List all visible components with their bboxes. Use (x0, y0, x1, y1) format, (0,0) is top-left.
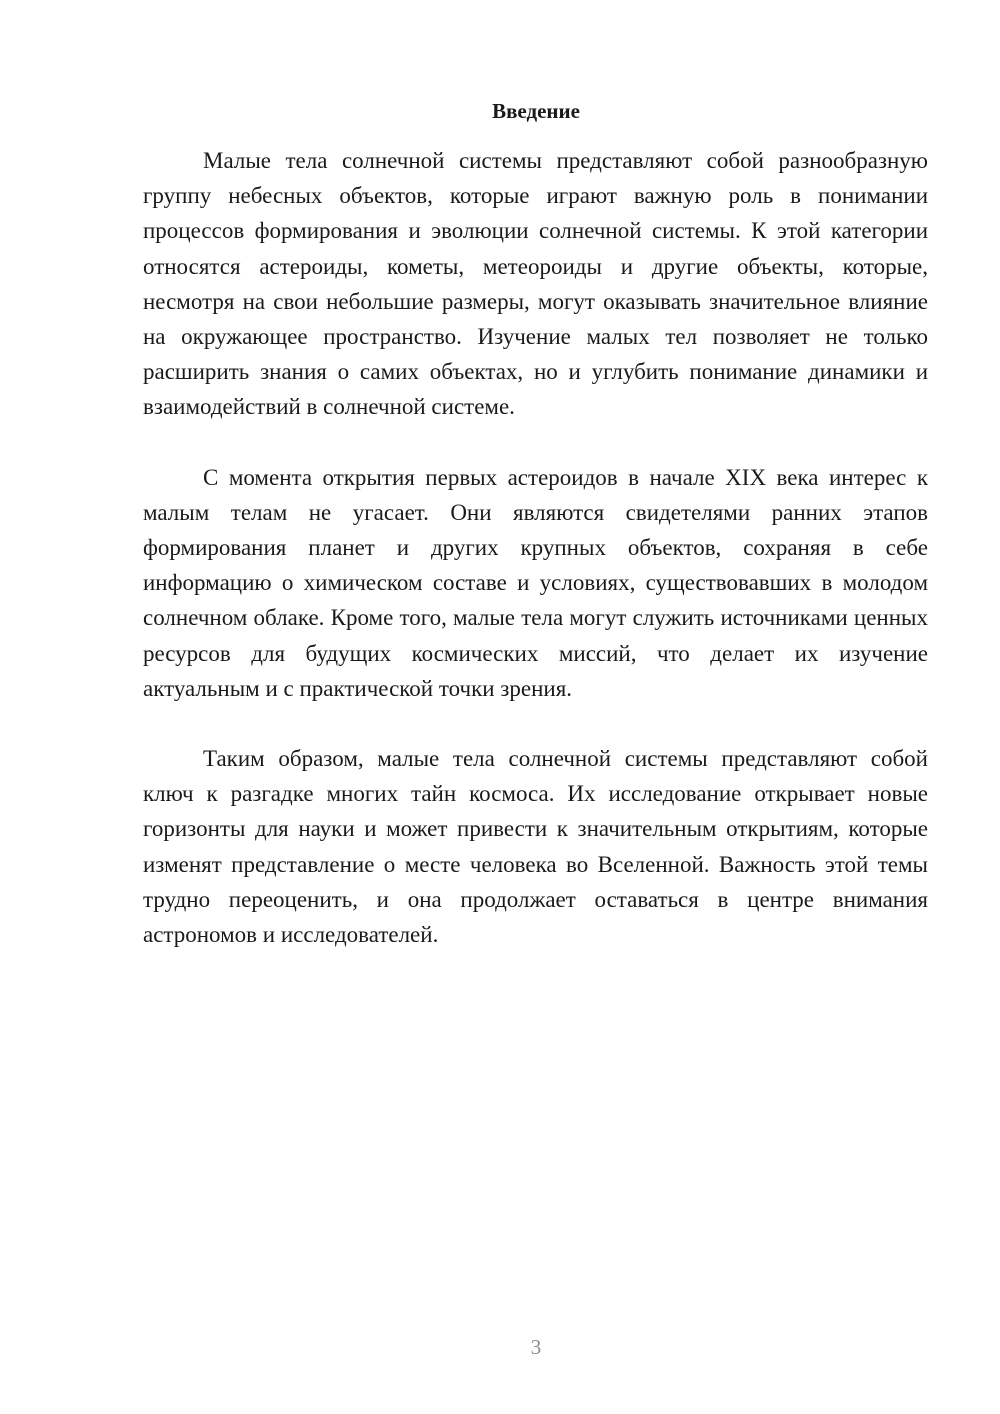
paragraph-2: С момента открытия первых астероидов в начале XIX века интерес к малым телам не угасает. Они являются свидетелями ранних этапов формирования планет и других крупных объектов, сохраняя в себе информацию о химическом составе и условиях, существовавших в молодом солнечном облаке. Кроме того, малые тела могут служить источниками ценных ресурсов для будущих космических миссий, что делает их изучение актуальным и с практической точки зрения. (143, 464, 928, 701)
body-text (143, 143, 928, 987)
page-number: 3 (530, 1335, 542, 1359)
paragraph-1: Малые тела солнечной системы представляют собой разнообразную группу небесных объектов, которые играют важную роль в понимании процессов формирования и эволюции солнечной системы. К этой категории относятся астероиды, кометы, метеороиды и другие объекты, которые, несмотря на свои небольшие размеры, могут оказывать значительное влияние на окружающее пространство. Изучение малых тел позволяет не только расширить знания о самих объектах, но и углубить понимание динамики и взаимодействий в солнечной системе. (143, 148, 928, 420)
paragraph-3: Таким образом, малые тела солнечной системы представляют собой ключ к разгадке многих тайн космоса. Их исследование открывает новые горизонты для науки и может привести к значительным открытиям, которые изменят представление о месте человека во Вселенной. Важность этой темы трудно переоценить, и она продолжает оставаться в центре внимания астрономов и исследователей. (143, 746, 928, 948)
section-heading: Введение (492, 99, 580, 123)
